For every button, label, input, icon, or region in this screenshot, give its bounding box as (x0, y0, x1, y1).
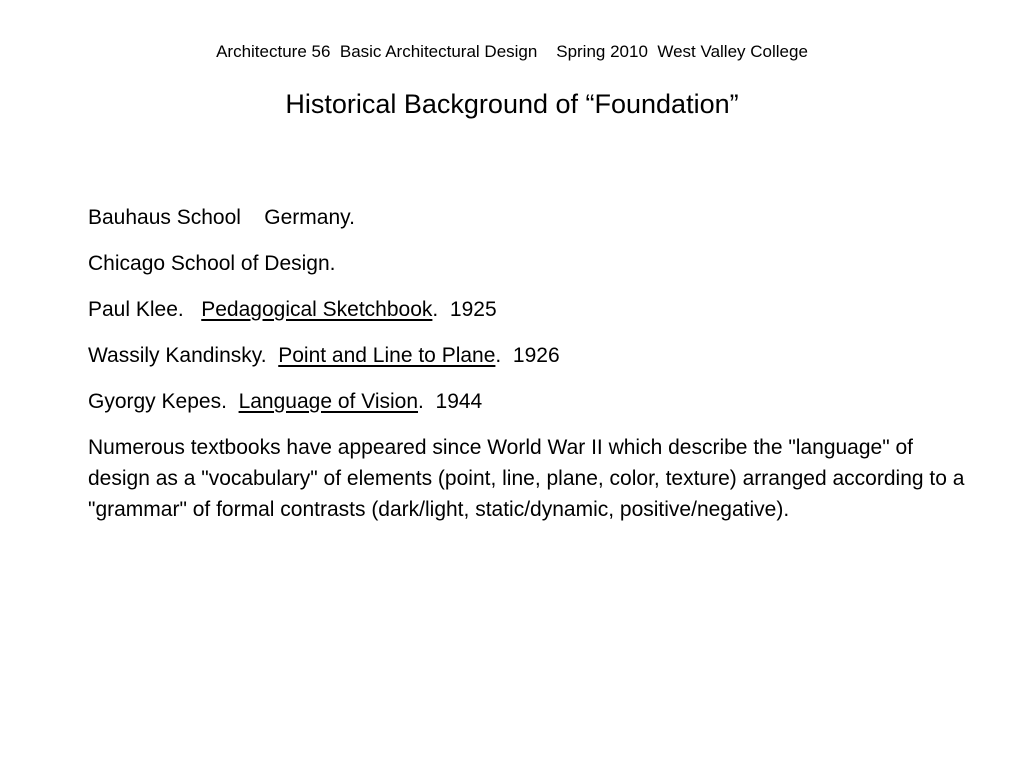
list-item-kepes (88, 386, 968, 417)
item-author: Paul Klee. (88, 298, 202, 321)
list-item-kandinsky (88, 340, 968, 371)
item-text: Chicago School of Design. (88, 252, 336, 275)
item-work-title: Point and Line to Plane (278, 344, 496, 367)
item-work-title: Pedagogical Sketchbook (201, 298, 433, 321)
item-year: . 1944 (418, 390, 483, 413)
list-item-chicago (88, 248, 968, 279)
item-year: . 1926 (495, 344, 560, 367)
slide-content (88, 202, 968, 525)
item-author: Wassily Kandinsky. (88, 344, 279, 367)
course-header: Architecture 56 Basic Architectural Design Spring 2010 West Valley College (216, 42, 808, 61)
list-item-bauhaus (88, 202, 968, 233)
item-work-title: Language of Vision (238, 390, 419, 413)
item-year: . 1925 (432, 298, 497, 321)
slide-title: Historical Background of “Foundation” (285, 89, 739, 119)
body-paragraph: Numerous textbooks have appeared since World War II which describe the "language" of design as a "vocabulary" of elements (point, line, plane, color, texture) arranged according to a "grammar" of formal contrasts (dark/light, static/dynamic, positive/negative). (88, 436, 965, 521)
item-text: Bauhaus School Germany. (88, 206, 355, 229)
list-item-klee (88, 294, 968, 325)
item-author: Gyorgy Kepes. (88, 390, 239, 413)
